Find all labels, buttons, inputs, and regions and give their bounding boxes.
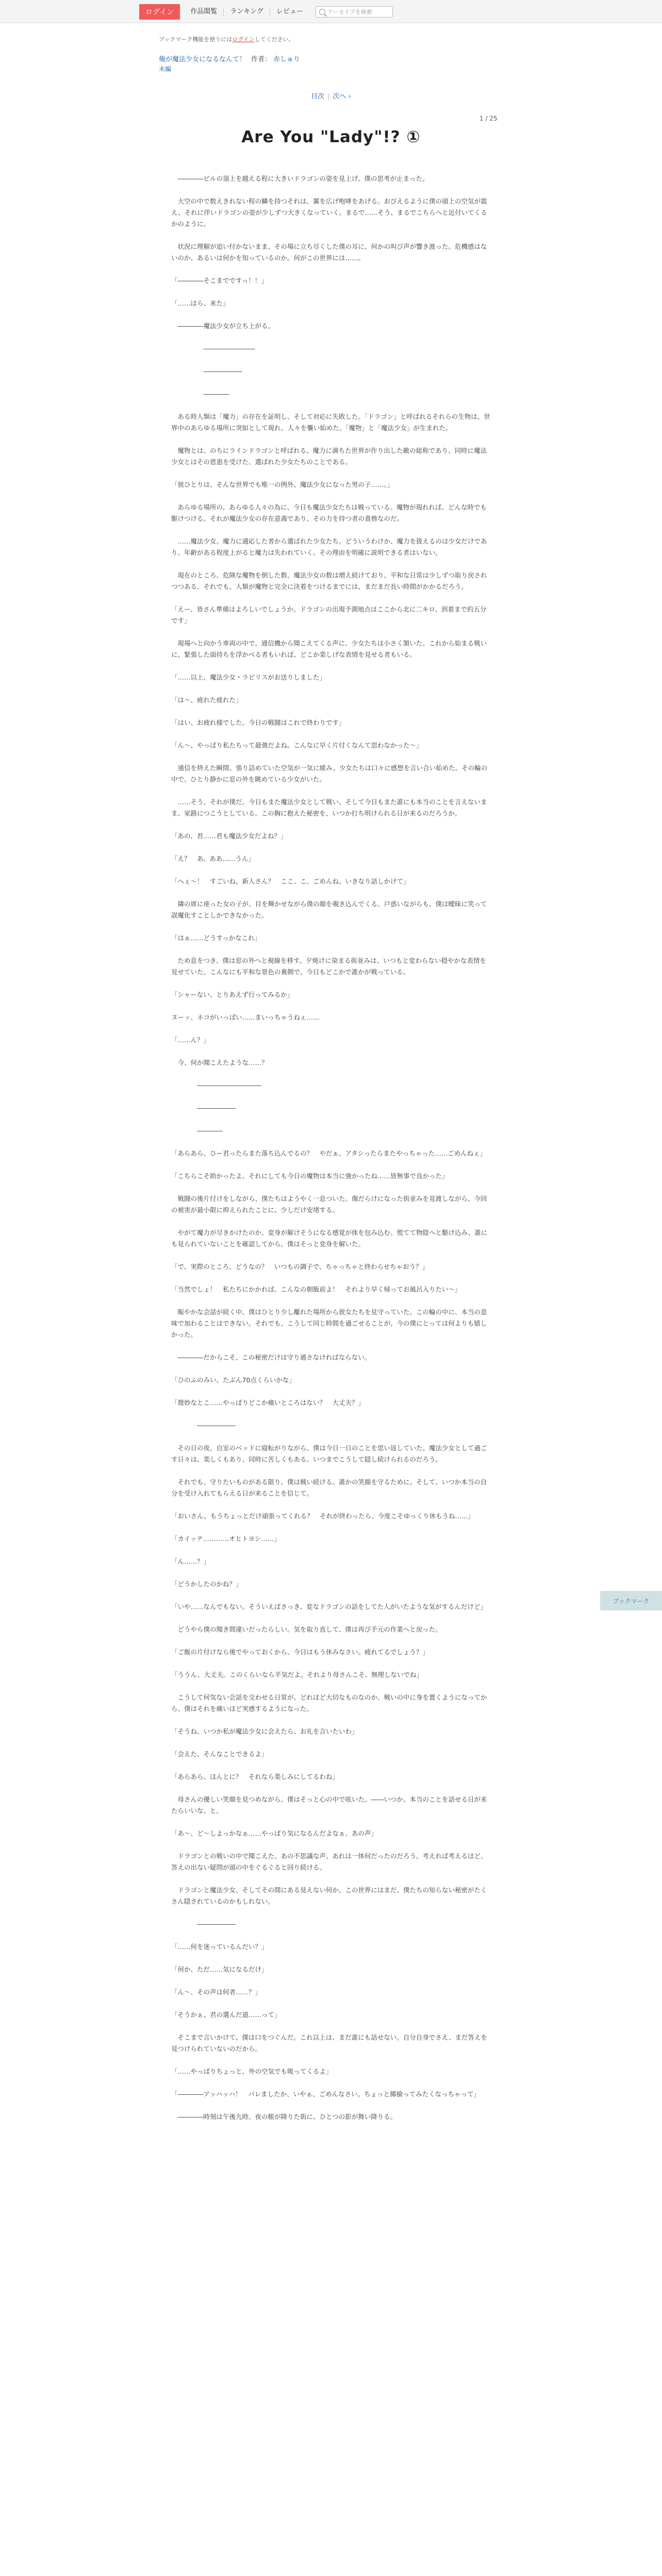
- paragraph-gap: [171, 1341, 491, 1352]
- paragraph-gap: [171, 1635, 491, 1647]
- index-link[interactable]: 目次: [311, 93, 325, 100]
- paragraph-gap: [171, 1839, 491, 1851]
- body-paragraph: 「……ほら、来た」: [171, 299, 229, 307]
- body-paragraph: そこまで言いかけて、僕は口をつぐんだ。これ以上は、まだ誰にも話せない。自分自身でさえ、まだ答えを見つけられていないのだから。: [171, 2033, 488, 2053]
- body-paragraph: ――――――――――: [171, 1081, 262, 1089]
- body-paragraph: ……そう、それが僕だ。今日もまた魔法少女として戦い、そして今日もまた誰にも本当のことを言えないまま、家路につこうとしている。この胸に抱えた秘密を、いつか打ち明けられる日が来るのだろうか。: [171, 798, 487, 817]
- body-paragraph: ――――ビルの頂上を越える程に大きいドラゴンの姿を見上げ、僕の思考が止まった。: [171, 175, 429, 182]
- body-paragraph: 通信を終えた瞬間、張り詰めていた空気が一気に緩み、少女たちは口々に感想を言い合い始めた。その輪の中で、ひとり静かに窓の外を眺めている少女がいた。: [171, 764, 488, 783]
- paragraph-gap: [171, 1567, 491, 1579]
- body-paragraph: 「あらあら、ほんとに？ それなら楽しみにしてるわね」: [171, 1773, 339, 1781]
- body-paragraph: ――――魔法少女が立ち上がる。: [171, 322, 275, 330]
- paragraph-gap: [171, 1250, 491, 1261]
- body-paragraph: 「シャーない、とりあえず行ってみるか」: [171, 991, 294, 998]
- paragraph-gap: [171, 921, 491, 933]
- body-paragraph: 「……以上、魔法少女・ラビリスがお送りしました」: [171, 673, 326, 681]
- search-input[interactable]: [316, 6, 393, 18]
- paragraph-gap: [171, 819, 491, 831]
- paragraph-gap: [171, 184, 491, 196]
- body-paragraph: ――――: [171, 390, 229, 398]
- body-paragraph: 戦闘の後片付けをしながら、僕たちはようやく一息ついた。傷だらけになった街並みを見渡しながら、今回の被害が最小限に抑えられたことに、少しだけ安堵する。: [171, 1195, 487, 1214]
- paragraph-gap: [171, 1023, 491, 1035]
- body-paragraph: ドラゴンと魔法少女、そしてその間にある見えない何か。この世界にはまだ、僕たちの知らない秘密がたくさん隠されているのかもしれない。: [171, 1886, 487, 1905]
- paragraph-gap: [171, 1590, 491, 1601]
- body-paragraph: その日の夜、自室のベッドに寝転がりながら、僕は今日一日のことを思い返していた。魔法少女として過ごす日々は、楽しくもあり、同時に苦しくもある。いつまでこうして隠し続けられるのだろう。: [171, 1444, 487, 1463]
- paragraph-gap: [171, 1783, 491, 1794]
- status-label: 未編: [159, 65, 172, 73]
- nav-link-review[interactable]: レビュー: [270, 8, 309, 16]
- nav-link-browse[interactable]: 作品閲覧: [190, 8, 218, 15]
- body-paragraph: 「はぁ……どうすっかなこれ」: [171, 934, 261, 942]
- paragraph-gap: [171, 751, 491, 762]
- body-paragraph: 「ううん、大丈夫。このくらいなら平気だよ。それより母さんこそ、無理しないでね」: [171, 1671, 423, 1679]
- paragraph-gap: [171, 1545, 491, 1556]
- paragraph-gap: [171, 1114, 491, 1125]
- body-paragraph: ――――――: [171, 1104, 236, 1112]
- paragraph-gap: [171, 1907, 491, 1919]
- body-paragraph: やがて魔力が尽きかけたのか、変身が解けそうになる感覚が体を包み込む。慌てて物陰へと駆け込み、誰にも見られていないことを確認してから、僕はそっと変身を解いた。: [171, 1229, 488, 1248]
- paragraph-gap: [171, 1363, 491, 1375]
- body-paragraph: 「ご飯の片付けなら後でやっておくから、今日はもう休みなさい。疲れてるでしょう？」: [171, 1648, 429, 1656]
- search-icon: [319, 9, 325, 15]
- paragraph-gap: [171, 434, 491, 445]
- body-paragraph: 「――――そこまでですっ！！」: [171, 277, 268, 284]
- paragraph-gap: [171, 1522, 491, 1533]
- body-paragraph: ドラゴンとの戦いの中で聞こえた、あの不思議な声。あれは一体何だったのだろう。考えれば考えるほど、答えの出ない疑問が頭の中をぐるぐると回り続ける。: [171, 1852, 487, 1871]
- paragraph-gap: [171, 1658, 491, 1669]
- paragraph-gap: [171, 490, 491, 502]
- paragraph-gap: [171, 1715, 491, 1726]
- body-paragraph: 現在のところ、危険な魔物を倒した数、魔法少女の数は増え続けており、平和な日常は少しずつ取り戻されつつある。それでも、人類が魔物と完全に決着をつけるまでには、まだまだ長い時間がかかるだろう。: [171, 571, 487, 590]
- paragraph-gap: [171, 1001, 491, 1012]
- episode-number: 1 / 25: [479, 115, 498, 122]
- paragraph-gap: [171, 1386, 491, 1397]
- body-paragraph: ヌーッ、ネコがいっぱい……まいっちゃうねぇ……: [171, 1013, 320, 1021]
- body-paragraph: ――――: [171, 1127, 223, 1134]
- paragraph-gap: [171, 1681, 491, 1692]
- body-paragraph: 「こちらこそ助かったよ。それにしても今日の魔物は本当に強かったね……皆無事で良かった」: [171, 1172, 449, 1180]
- body-paragraph: 「何か、ただ……気になるだけ」: [171, 1965, 268, 1973]
- paragraph-gap: [171, 2021, 491, 2032]
- chapter-body: [171, 173, 491, 2134]
- body-paragraph: どうやら僕の聞き間違いだったらしい。気を取り直して、僕は再び手元の作業へと戻った。: [171, 1625, 442, 1633]
- body-paragraph: 「……何を迷っているんだい？」: [171, 1943, 268, 1951]
- body-paragraph: 「で、実際のところ、どうなの？ いつもの調子で、ちゃっちゃと終わらせちゃおう？」: [171, 1263, 429, 1270]
- body-paragraph: 「ん～、その声は何者……？」: [171, 1988, 262, 1996]
- chapter-title: Are You "Lady"!? ①: [241, 128, 421, 146]
- paragraph-gap: [171, 524, 491, 536]
- body-paragraph: こうして何気ない会話を交わせる日常が、どれほど大切なものなのか。戦いの中に身を置くようになってから、僕はそれを痛いほど実感するようになった。: [171, 1693, 487, 1713]
- paragraph-gap: [171, 1613, 491, 1624]
- paragraph-gap: [171, 1930, 491, 1941]
- body-paragraph: ――――――――: [171, 345, 255, 352]
- body-paragraph: 「……ん？」: [171, 1036, 210, 1044]
- paragraph-gap: [171, 1760, 491, 1771]
- body-paragraph: 賑やかな会話が続く中、僕はひとり少し離れた場所から彼女たちを見守っていた。この輪の中に、本当の意味で加わることはできない。それでも、こうして同じ時間を過ごせることが、今の僕にとっては何よりも嬉しかった。: [171, 1308, 487, 1338]
- body-paragraph: 「あらあら、ひー君ったらまた落ち込んでるの？ やだぁ、アタシったらまたやっちゃった……ごめんねぇ」: [171, 1149, 487, 1157]
- pager-top: 目次 | 次へ ›: [311, 93, 351, 100]
- paragraph-gap: [171, 706, 491, 717]
- paragraph-gap: [171, 264, 491, 275]
- author-link[interactable]: 赤しゅり: [273, 56, 301, 63]
- body-paragraph: あらゆる場所の、あらゆる人々の為に、今日も魔法少女たちは戦っている。魔物が現れれば、どんな時でも駆けつける。それが魔法少女の存在意義であり、その力を持つ者の責務なのだ。: [171, 503, 487, 522]
- body-paragraph: 母さんの優しい笑顔を見つめながら、僕はそっと心の中で呟いた。――いつか、本当のことを話せる日が来たらいいな、と。: [171, 1795, 487, 1815]
- paragraph-gap: [171, 230, 491, 241]
- body-paragraph: 「はい、お疲れ様でした。今日の戦闘はこれで終わりです」: [171, 719, 345, 726]
- paragraph-gap: [171, 1182, 491, 1193]
- top-navigation-bar: [0, 0, 662, 23]
- paragraph-gap: [171, 842, 491, 853]
- nav-link-ranking[interactable]: ランキング: [223, 8, 270, 16]
- body-paragraph: 「どうかしたのかね？」: [171, 1580, 242, 1588]
- body-paragraph: 隣の席に座った女の子が、目を輝かせながら僕の顔を覗き込んでくる。戸惑いながらも、僕は曖昧に笑って誤魔化すことしかできなかった。: [171, 900, 487, 919]
- paragraph-gap: [171, 683, 491, 694]
- paragraph-gap: [171, 1273, 491, 1284]
- body-paragraph: 「えー、皆さん準備はよろしいでしょうか。ドラゴンの出現予測地点はここから北に二キロ、到着まで約五分です」: [171, 605, 487, 624]
- paragraph-gap: [171, 354, 491, 366]
- paragraph-gap: [171, 865, 491, 876]
- body-paragraph: 現場へと向かう車両の中で、通信機から聞こえてくる声に、少女たちは小さく頷いた。これから始まる戦いに、緊張した面持ちを浮かべる者もいれば、どこか楽しげな表情を見せる者もいる。: [171, 639, 487, 658]
- body-paragraph: 「会えた、そんなことできるよ」: [171, 1750, 268, 1758]
- body-paragraph: 「は～、疲れた疲れた」: [171, 696, 242, 704]
- paragraph-gap: [171, 2077, 491, 2089]
- body-paragraph: 魔物とは、のちにラインドラゴンと呼ばれる、魔力に満ちた世界が作り出した敵の総称であり、同時に魔法少女とはその恩恵を受けた、選ばれた少女たちのことである。: [171, 447, 487, 466]
- body-paragraph: ――――――: [171, 1920, 236, 1928]
- body-paragraph: 「微妙なとこ……やっぱりどこか痛いところはない？ 大丈夫？」: [171, 1399, 365, 1406]
- body-paragraph: 「あ～、ど～しよっかなぁ……やっぱり気になるんだよなぁ、あの声」: [171, 1829, 378, 1837]
- paragraph-gap: [171, 1737, 491, 1749]
- login-button[interactable]: ログイン: [139, 4, 180, 20]
- paragraph-gap: [171, 1295, 491, 1307]
- body-paragraph: ため息をつき、僕は窓の外へと視線を移す。夕焼けに染まる街並みは、いつもと変わらない穏やかな表情を見せていた。こんなにも平和な景色の裏側で、今日もどこかで誰かが戦っている。: [171, 957, 487, 976]
- body-paragraph: 「――――アッハッハ！ バレましたか、いやぁ、ごめんなさい。ちょっと揶揄ってみたくなっちゃって」: [171, 2090, 481, 2098]
- paragraph-gap: [171, 1046, 491, 1057]
- paragraph-gap: [171, 785, 491, 796]
- body-paragraph: ……魔法少女。魔力に適応した者から選ばれた少女たち。どういうわけか、魔力を扱えるのは少女だけであり、年齢がある程度上がると魔力は失われていく。その理由を明確に説明できる者はいない。: [171, 537, 487, 556]
- body-paragraph: 「え？ あ、ああ……うん」: [171, 855, 255, 862]
- body-paragraph: 「……やっぱりちょっと、外の空気でも吸ってくるよ」: [171, 2067, 333, 2075]
- next-link[interactable]: 次へ ›: [333, 93, 351, 100]
- body-paragraph: 大空の中で数えきれない程の鱗を持つそれは、翼を広げ咆哮をあげる。おびえるように僕の頭上の空気が震え、それに伴いドラゴンの姿が少しずつ大きくなっていく。まるで……そう、まるでこちらへと近付いてくるかのように。: [171, 197, 487, 228]
- notice-login-link[interactable]: ログイン: [232, 36, 255, 43]
- paragraph-gap: [171, 558, 491, 570]
- paragraph-gap: [171, 332, 491, 343]
- body-paragraph: 状況に理解が追い付かないまま、その場に立ち尽くした僕の耳に、何かの叫び声が響き渡った。危機感はないのか、あるいは何かを知っているのか。何がこの世界には……。: [171, 243, 487, 262]
- paragraph-gap: [171, 1409, 491, 1420]
- paragraph-gap: [171, 1817, 491, 1828]
- notice-prefix: ブックマーク機能を使うには: [159, 36, 233, 43]
- paragraph-gap: [171, 660, 491, 672]
- bookmark-notice: [159, 35, 294, 43]
- body-paragraph: それでも、守りたいものがある限り、僕は戦い続ける。誰かの笑顔を守るために。そして、いつか本当の自分を受け入れてもらえる日が来ることを信じて。: [171, 1478, 487, 1497]
- paragraph-gap: [171, 309, 491, 320]
- paragraph-gap: [171, 1998, 491, 2009]
- paragraph-gap: [171, 2123, 491, 2134]
- novel-title-link[interactable]: 俺が魔法少女になるなんて！: [159, 56, 246, 63]
- paragraph-gap: [171, 1873, 491, 1885]
- body-paragraph: 「あの、君……君も魔法少女だよね？」: [171, 832, 287, 840]
- paragraph-gap: [171, 626, 491, 638]
- paragraph-gap: [171, 1137, 491, 1148]
- paragraph-gap: [171, 1431, 491, 1443]
- body-paragraph: 「いや……なんでもない。そういえばさっき、変なドラゴンの話をしてた人がいたような気がするんだけど」: [171, 1603, 487, 1611]
- body-paragraph: 「へぇ～！ すごいね、新人さん？ ここ、こ、ごめんね、いきなり話しかけて」: [171, 877, 410, 885]
- paragraph-gap: [171, 1499, 491, 1511]
- paragraph-gap: [171, 1069, 491, 1080]
- body-paragraph: 「ん……？」: [171, 1557, 210, 1565]
- body-paragraph: 「彼ひとりは、そんな世界でも唯一の例外、魔法少女になった男の子……。」: [171, 481, 394, 488]
- notice-suffix: してください。: [254, 36, 294, 43]
- paragraph-gap: [171, 377, 491, 388]
- body-paragraph: ――――――: [171, 1421, 236, 1429]
- paragraph-gap: [171, 1975, 491, 1987]
- paragraph-gap: [171, 2100, 491, 2111]
- body-paragraph: 「当然でしょ！ 私たちにかかれば、こんなの朝飯前よ！ それより早く帰ってお風呂入りたい～」: [171, 1285, 461, 1293]
- paragraph-gap: [171, 887, 491, 899]
- breadcrumb: [159, 54, 300, 63]
- paragraph-gap: [171, 1159, 491, 1171]
- paragraph-gap: [171, 592, 491, 604]
- body-paragraph: 今、何か聞こえたような……？: [171, 1059, 268, 1066]
- bookmark-float-button[interactable]: ブックマーク: [600, 1591, 662, 1611]
- body-paragraph: 「そうね、いつか私が魔法少女に会えたら、お礼を言いたいわ」: [171, 1727, 358, 1735]
- body-paragraph: 「そうかぁ、君の選んだ道……って」: [171, 2011, 281, 2019]
- body-paragraph: ある時人類は「魔力」の存在を証明し、そして対応に失敗した。「ドラゴン」と呼ばれるそれらの生物は、世界中のあらゆる場所に突如として現れ、人々を襲い始めた。「魔物」と「魔法少女」が生まれた。: [171, 413, 490, 432]
- paragraph-gap: [171, 1953, 491, 1964]
- body-paragraph: ――――だからこそ、この秘密だけは守り通さなければならない。: [171, 1353, 371, 1361]
- paragraph-gap: [171, 1216, 491, 1227]
- paragraph-gap: [171, 944, 491, 955]
- author-label: 作者：: [251, 56, 272, 63]
- paragraph-gap: [171, 978, 491, 989]
- body-paragraph: ――――――: [171, 367, 242, 375]
- search-placeholder: アーカイブを検索: [327, 9, 372, 15]
- paragraph-gap: [171, 286, 491, 298]
- body-paragraph: 「カイッテ…………オヒトヨシ……」: [171, 1535, 280, 1543]
- body-paragraph: 「ひのふのみい、たぶん70点くらいかな」: [171, 1376, 295, 1384]
- paragraph-gap: [171, 1091, 491, 1103]
- body-paragraph: ――――時刻は午後九時。夜の帳が降りた街に、ひとつの影が舞い降りる。: [171, 2113, 397, 2121]
- paragraph-gap: [171, 2055, 491, 2066]
- body-paragraph: 「おいさん、もうちょっとだけ頑張ってくれる？ それが終わったら、今度こそゆっくり休もうね……」: [171, 1512, 475, 1520]
- body-paragraph: 「ん～、やっぱり私たちって最強だよね。こんなに早く片付くなんて思わなかった～」: [171, 741, 423, 749]
- paragraph-gap: [171, 400, 491, 411]
- paragraph-gap: [171, 728, 491, 740]
- paragraph-gap: [171, 468, 491, 479]
- paragraph-gap: [171, 1465, 491, 1477]
